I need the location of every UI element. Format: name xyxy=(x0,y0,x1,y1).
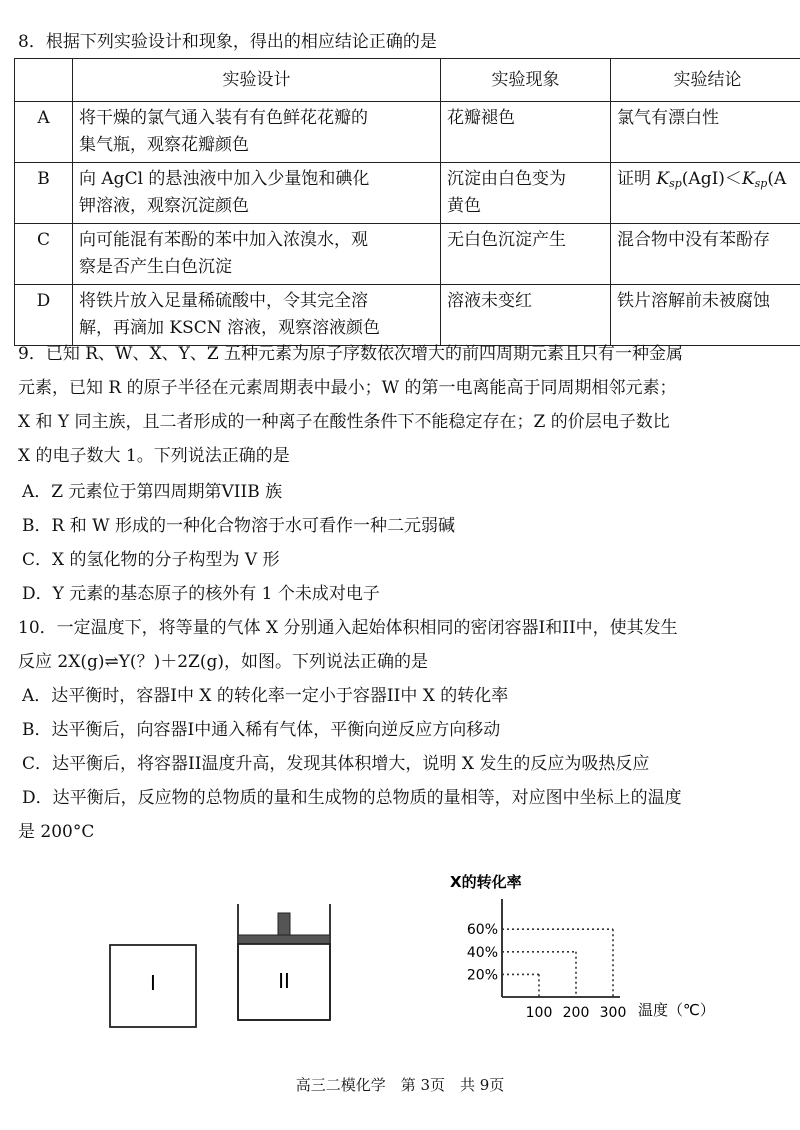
q9-option-a: A．Z 元素位于第四周期第VIIB 族 xyxy=(22,482,283,502)
x-tick-label: 100 xyxy=(525,1005,553,1021)
header-design: 实验设计 xyxy=(73,59,441,102)
q10-option-a: A．达平衡时，容器I中 X 的转化率一定小于容器II中 X 的转化率 xyxy=(22,686,509,706)
x-tick-label: 300 xyxy=(599,1005,627,1021)
q10-option-b: B．达平衡后，向容器I中通入稀有气体，平衡向逆反应方向移动 xyxy=(22,720,501,740)
ksp-subscript: sp xyxy=(754,177,768,190)
phenomenon-cell xyxy=(441,224,611,285)
q9-stem-line: X 的电子数大 1。下列说法正确的是 xyxy=(18,446,290,466)
q10-option-d: D．达平衡后，反应物的总物质的量和生成物的总物质的量相等，对应图中坐标上的温度 xyxy=(22,788,682,808)
header-phenomenon: 实验现象 xyxy=(441,59,611,102)
y-tick-label: 60% xyxy=(466,922,498,939)
x-axis-label: 温度（℃） xyxy=(638,1001,715,1019)
phenomenon-cell xyxy=(441,102,611,163)
q10-option-c: C．达平衡后，将容器II温度升高，发现其体积增大，说明 X 发生的反应为吸热反应 xyxy=(22,754,650,774)
conclusion-cell: 氯气有漂白性 xyxy=(611,102,800,163)
design-line: 察是否产生白色沉淀 xyxy=(79,257,232,277)
design-line: 将干燥的氯气通入装有有色鲜花花瓣的 xyxy=(79,108,368,128)
containers-figure xyxy=(0,860,400,1040)
phenomenon-line: 溶液未变红 xyxy=(447,291,532,311)
header-blank xyxy=(15,59,73,102)
piston-rod xyxy=(278,913,290,935)
y-tick-label: 20% xyxy=(466,967,498,984)
ksp-symbol: K xyxy=(741,169,755,189)
design-line: 向 AgCl 的悬浊液中加入少量饱和碘化 xyxy=(79,169,370,189)
phenomenon-line: 花瓣褪色 xyxy=(447,108,515,128)
x-tick-label: 200 xyxy=(562,1005,590,1021)
q9-option-b: B．R 和 W 形成的一种化合物溶于水可看作一种二元弱碱 xyxy=(22,516,455,536)
q9-stem-line: 9．已知 R、W、X、Y、Z 五种元素为原子序数依次增大的前四周期元素且只有一种金属 xyxy=(18,344,684,364)
header-conclusion: 实验结论 xyxy=(611,59,800,102)
y-tick-label: 40% xyxy=(466,944,498,961)
conclusion-cell xyxy=(611,163,800,224)
phenomenon-line: 黄色 xyxy=(447,196,481,216)
conversion-chart xyxy=(440,865,780,1045)
page-footer: 高三二模化学 第 3页 共 9页 xyxy=(295,1076,505,1094)
phenomenon-line: 沉淀由白色变为 xyxy=(447,169,566,189)
design-cell xyxy=(73,285,441,346)
design-line: 解，再滴加 KSCN 溶液，观察溶液颜色 xyxy=(79,318,381,338)
design-cell xyxy=(73,102,441,163)
conclusion-prefix: 证明 xyxy=(617,169,657,189)
container-ii-label: II xyxy=(278,969,290,993)
piston xyxy=(238,935,330,944)
q10-stem-line: 反应 2X(g)⇌Y(？)＋2Z(g)，如图。下列说法正确的是 xyxy=(18,652,428,672)
row-label: B xyxy=(15,163,73,224)
phenomenon-cell xyxy=(441,163,611,224)
design-cell xyxy=(73,224,441,285)
conclusion-cell: 混合物中没有苯酚存 xyxy=(611,224,800,285)
agcl-text: (A xyxy=(767,169,787,189)
design-line: 钾溶液，观察沉淀颜色 xyxy=(79,196,249,216)
q8-stem: 8．根据下列实验设计和现象，得出的相应结论正确的是 xyxy=(18,32,437,52)
design-line: 向可能混有苯酚的苯中加入浓溴水，观 xyxy=(79,230,368,250)
container-i-label: I xyxy=(150,971,156,995)
table-header-row xyxy=(15,59,800,102)
agi-text: (AgI)＜ xyxy=(681,169,742,189)
row-label: C xyxy=(15,224,73,285)
design-cell xyxy=(73,163,441,224)
row-label: D xyxy=(15,285,73,346)
ksp-symbol: K xyxy=(656,169,670,189)
conclusion-cell: 铁片溶解前未被腐蚀 xyxy=(611,285,800,346)
q10-stem-line: 10．一定温度下，将等量的气体 X 分别通入起始体积相同的密闭容器I和II中，使其发生 xyxy=(18,618,678,638)
ksp-subscript: sp xyxy=(669,177,682,190)
design-line: 将铁片放入足量稀硫酸中，令其完全溶 xyxy=(79,291,368,311)
experiment-table xyxy=(14,58,800,346)
chart-title: X的转化率 xyxy=(450,873,522,891)
q10-option-d-cont: 是 200°C xyxy=(18,822,95,842)
phenomenon-line: 无白色沉淀产生 xyxy=(447,230,566,250)
table-row xyxy=(15,102,800,163)
q9-option-d: D．Y 元素的基态原子的核外有 1 个未成对电子 xyxy=(22,584,380,604)
row-label: A xyxy=(15,102,73,163)
design-line: 集气瓶，观察花瓣颜色 xyxy=(79,135,249,155)
q9-stem-line: X 和 Y 同主族，且二者形成的一种离子在酸性条件下不能稳定存在；Z 的价层电子数比 xyxy=(18,412,670,432)
table-row xyxy=(15,224,800,285)
phenomenon-cell xyxy=(441,285,611,346)
q9-stem-line: 元素，已知 R 的原子半径在元素周期表中最小；W 的第一电离能高于同周期相邻元素； xyxy=(18,378,677,398)
q9-option-c: C．X 的氢化物的分子构型为 V 形 xyxy=(22,550,280,570)
table-row xyxy=(15,285,800,346)
table-row xyxy=(15,163,800,224)
